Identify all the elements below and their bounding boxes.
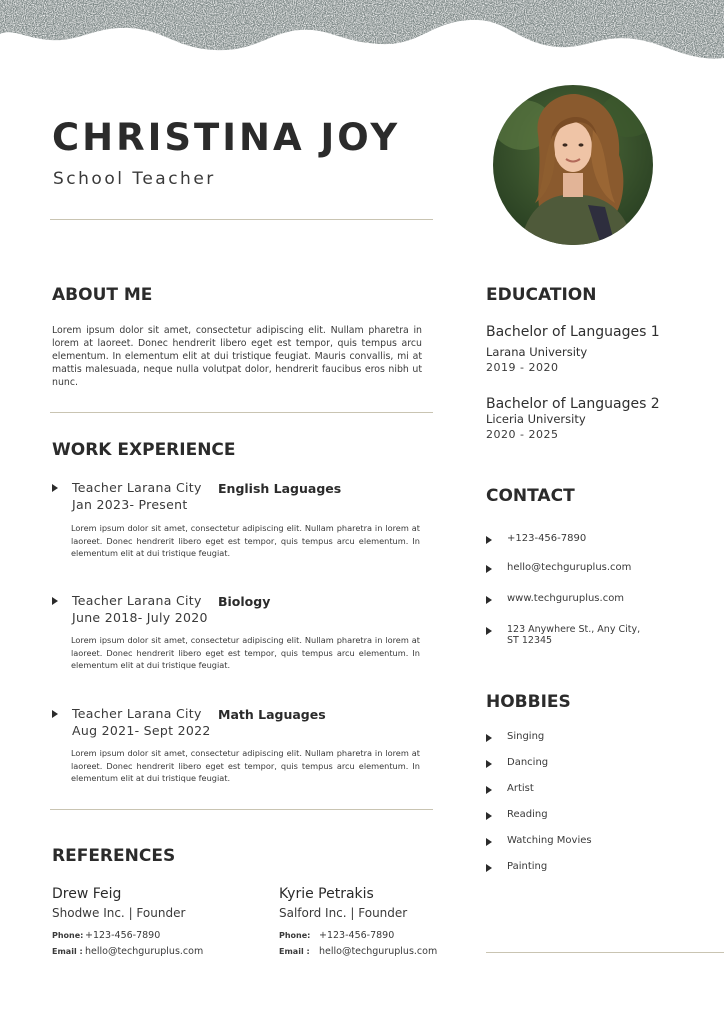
job-entry [52,595,422,627]
education-degree: Bachelor of Languages 1 [486,324,660,340]
job-entry [52,708,422,740]
job-dates: Aug 2021- Sept 2022 [72,723,211,738]
header-banner [0,0,724,64]
job-title: Teacher Larana City [72,706,202,721]
contact-heading: CONTACT [486,486,575,506]
reference-org: Salford Inc. | Founder [279,906,408,920]
hobby-text: Painting [507,861,548,872]
reference-email-value: hello@techguruplus.com [319,946,438,957]
education-degree: Bachelor of Languages 2 [486,396,660,412]
phone-label: Phone: [279,931,311,940]
job-subject: Biology [218,594,271,609]
contact-text: +123-456-7890 [507,533,587,544]
reference-phone [279,930,394,941]
phone-icon [486,536,492,544]
bullet-arrow-icon [52,597,58,605]
bullet-arrow-icon [486,864,492,872]
job-description: Lorem ipsum dolor sit amet, consectetur adipiscing elit. Nullam pharetra in lorem at laoreet. Donec hendrerit libero eget est tempor, quis tempus arcu elementum. In elementum elit at dui tristique feugiat. [71,748,420,783]
contact-text: hello@techguruplus.com [507,562,632,573]
about-text: Lorem ipsum dolor sit amet, consectetur adipiscing elit. Nullam pharetra in lorem at laoreet. Donec hendrerit libero eget est tempor, quis tempus arcu elementum. In elementum elit at dui tristique feugiat. Mauris convallis, mi at mattis malesuada, neque nulla volutpat dolor, hendrerit faucibus eros nibh ut nunc. [52,325,422,388]
hobbies-heading: HOBBIES [486,692,571,712]
hobby-text: Watching Movies [507,835,592,846]
hobby-text: Dancing [507,757,549,768]
candidate-role: School Teacher [53,169,216,189]
bullet-arrow-icon [52,710,58,718]
contact-text: www.techguruplus.com [507,593,625,604]
divider [50,412,433,413]
candidate-name: CHRISTINA JOY [52,116,401,159]
hobby-text: Singing [507,731,545,742]
phone-label: Phone: [52,931,84,940]
job-subject: English Laguages [218,481,342,496]
bullet-arrow-icon [486,786,492,794]
job-description: Lorem ipsum dolor sit amet, consectetur adipiscing elit. Nullam pharetra in lorem at laoreet. Donec hendrerit libero eget est tempor, quis tempus arcu elementum. In elementum elit at dui tristique feugiat. [71,523,420,558]
profile-photo [493,85,653,245]
divider [50,809,433,810]
website-icon [486,596,492,604]
email-label: Email : [52,947,83,956]
address-icon [486,627,492,635]
job-description: Lorem ipsum dolor sit amet, consectetur adipiscing elit. Nullam pharetra in lorem at laoreet. Donec hendrerit libero eget est tempor, quis tempus arcu elementum. In elementum elit at dui tristique feugiat. [71,635,420,670]
reference-email [52,946,203,957]
reference-org: Shodwe Inc. | Founder [52,906,186,920]
email-icon [486,565,492,573]
job-title: Teacher Larana City [72,480,202,495]
about-heading: ABOUT ME [52,285,153,305]
hobby-text: Reading [507,809,548,820]
job-dates: June 2018- July 2020 [72,610,208,625]
bullet-arrow-icon [486,760,492,768]
hobby-text: Artist [507,783,534,794]
job-entry [52,482,422,514]
divider [50,219,433,220]
reference-email [279,946,437,957]
bullet-arrow-icon [486,812,492,820]
job-subject: Math Laguages [218,707,326,722]
references-heading: REFERENCES [52,846,176,866]
email-label: Email : [279,947,310,956]
education-school: Liceria University [486,412,586,426]
reference-phone-value: +123-456-7890 [319,930,395,941]
reference-phone-value: +123-456-7890 [85,930,161,941]
reference-phone [52,930,160,941]
reference-name: Drew Feig [52,886,122,902]
reference-email-value: hello@techguruplus.com [85,946,204,957]
divider [486,952,724,953]
bullet-arrow-icon [486,838,492,846]
education-years: 2020 - 2025 [486,428,559,441]
bullet-arrow-icon [52,484,58,492]
reference-name: Kyrie Petrakis [279,886,374,902]
job-dates: Jan 2023- Present [72,497,188,512]
bullet-arrow-icon [486,734,492,742]
education-years: 2019 - 2020 [486,361,559,374]
education-school: Larana University [486,345,588,359]
contact-text: 123 Anywhere St., Any City, ST 12345 [507,624,641,646]
education-heading: EDUCATION [486,285,597,305]
work-experience-heading: WORK EXPERIENCE [52,440,236,460]
job-title: Teacher Larana City [72,593,202,608]
